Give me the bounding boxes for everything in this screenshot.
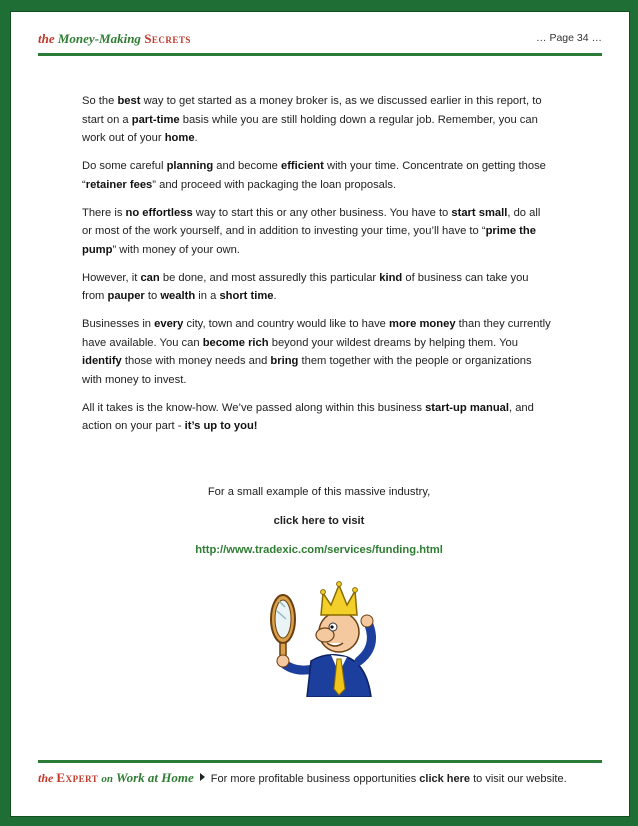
header-brand (38, 31, 191, 47)
emphasis-text: bring (270, 355, 299, 367)
text-run: be done, and most assuredly this particular (159, 271, 380, 284)
promo-intro: For a small example of this massive industry, (207, 486, 431, 498)
text-run: basis while you are still holding down a regular job. Remember, you can work out of your (82, 113, 538, 144)
emphasis-text: prime the pump (82, 225, 536, 256)
footer-expert: Expert (56, 770, 99, 785)
text-run: , do all or most of the work yourself, and in addition to investing your time, you’ll have to “ (82, 206, 541, 237)
paragraph (82, 92, 552, 148)
footer-work-at-home: Work at Home (116, 770, 194, 785)
emphasis-text: every (154, 318, 184, 330)
text-run: way to get started as a money broker is, as we discussed earlier in this report, to start on a (82, 95, 542, 126)
text-run: them together with the people or organizations with money to invest. (82, 355, 532, 386)
text-run: of business can take you from (82, 271, 529, 302)
text-run: ” and proceed with packaging the loan proposals. (152, 178, 397, 191)
text-run: city, town and country would like to have (183, 318, 390, 330)
crown-icon (321, 582, 358, 615)
emphasis-text: retainer fees (85, 178, 153, 191)
text-run: way to start this or any other business. You have to (192, 206, 452, 219)
paragraph (82, 204, 552, 260)
emphasis-text: no effortless (125, 206, 193, 219)
king-with-mirror-illustration (255, 577, 395, 697)
text-run: Do some careful (82, 160, 167, 172)
paragraph (82, 157, 552, 194)
footer-text (211, 773, 567, 785)
emphasis-text: pauper (107, 290, 145, 302)
text-run: , and action on your part - (82, 401, 534, 432)
emphasis-text: more money (389, 318, 456, 330)
promo-url-link[interactable]: http://www.tradexic.com/services/funding.html (195, 544, 443, 556)
footer-text-pre: For more profitable business opportunities (210, 773, 420, 785)
footer-on: on (101, 773, 113, 785)
page-number: … Page 34 … (536, 32, 602, 44)
emphasis-text: can (140, 271, 160, 284)
text-run: All it takes is the know-how. We’ve passed along within this business (82, 401, 426, 414)
text-run: and become (213, 160, 281, 172)
text-run: So the (82, 95, 118, 107)
text-run: . (273, 290, 277, 302)
text-run: in a (195, 290, 220, 302)
text-run: ” with money of your own. (112, 243, 240, 256)
emphasis-text: wealth (160, 290, 196, 302)
text-run: with your time. Concentrate on getting those “ (82, 160, 546, 191)
arrow-right-icon (200, 773, 205, 781)
emphasis-text: become rich (202, 336, 269, 349)
emphasis-text: efficient (280, 160, 324, 172)
text-run: beyond your wildest dreams by helping them. You (268, 336, 518, 349)
text-run: than they currently have available. You can (82, 318, 551, 349)
footer-the: the (38, 771, 54, 785)
emphasis-text: home (164, 132, 195, 144)
brand-title: Money-Making (57, 31, 141, 46)
emphasis-text: kind (379, 271, 403, 284)
page-footer (38, 760, 602, 791)
brand-the: the (38, 31, 55, 46)
emphasis-text: it’s up to you! (184, 420, 258, 432)
body-content (82, 92, 552, 445)
text-run: . (194, 132, 198, 144)
emphasis-text: start small (451, 206, 508, 219)
emphasis-text: short time (219, 290, 274, 302)
emphasis-text: part-time (131, 113, 180, 126)
emphasis-text: planning (166, 160, 214, 172)
paragraph (82, 399, 552, 436)
brand-secrets: Secrets (144, 31, 191, 46)
text-run: to (144, 290, 161, 302)
text-run: Businesses in (82, 318, 155, 330)
paragraph (82, 315, 552, 389)
page-header (38, 31, 602, 56)
footer-text-post: to visit our website. (470, 773, 567, 785)
emphasis-text: start-up manual (425, 401, 509, 414)
text-run: There is (82, 206, 126, 219)
text-run: those with money needs and (121, 355, 271, 367)
promo-click-link[interactable]: click here to visit (273, 515, 365, 527)
paragraph (82, 269, 552, 306)
emphasis-text: identify (82, 355, 122, 367)
text-run: However, it (82, 271, 141, 284)
footer-click-here-link[interactable]: click here (419, 773, 471, 785)
emphasis-text: best (117, 95, 141, 107)
footer-line (38, 770, 567, 786)
